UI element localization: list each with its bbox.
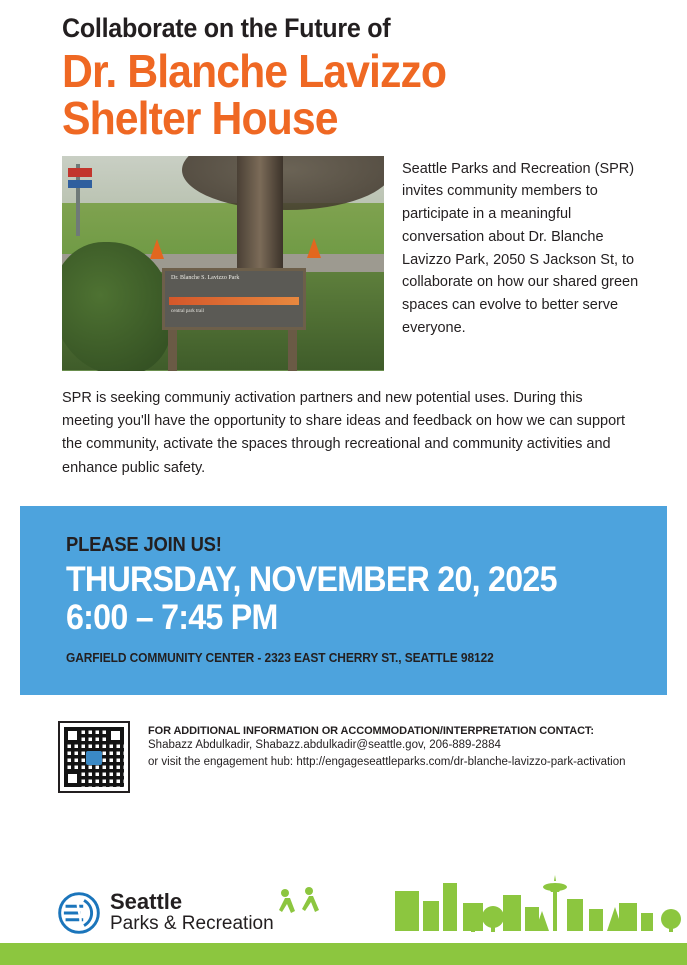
qr-code-eye-bottom-left xyxy=(64,770,81,787)
runner-figures xyxy=(279,887,319,913)
photo-traffic-cone-left xyxy=(150,239,164,259)
contact-title: FOR ADDITIONAL INFORMATION OR ACCOMMODATION/INTERPRETATION CONTACT: xyxy=(148,724,594,737)
event-time: 6:00 – 7:45 PM xyxy=(66,597,278,637)
headline-title-line2: Shelter House xyxy=(62,91,338,144)
contact-line-1: Shabazz Abdulkadir, Shabazz.abdulkadir@seattle.gov, 206-889-2884 xyxy=(148,738,501,751)
photo-park-sign-band xyxy=(169,297,299,305)
logo-text xyxy=(110,891,274,935)
event-date: THURSDAY, NOVEMBER 20, 2025 xyxy=(66,560,557,600)
join-us-label: PLEASE JOIN US! xyxy=(66,534,222,557)
logo-text-line2: Parks & Recreation xyxy=(110,913,274,935)
intro-paragraph: Seattle Parks and Recreation (SPR) invites community members to participate in a meaningful conversation about Dr. Blanche Lavizzo Park, 2050 S Jackson St, to collaborate on how our shared green spaces can evolve to better serve everyone. xyxy=(402,160,639,336)
qr-code-center-logo xyxy=(86,751,102,765)
photo-street-sign-red xyxy=(68,168,92,177)
intro-section xyxy=(0,142,687,371)
headline-subtitle: Collaborate on the Future of xyxy=(62,13,391,43)
seattle-parks-logo xyxy=(58,891,274,935)
footer-green-bar xyxy=(0,943,687,965)
headline-title xyxy=(62,44,586,144)
qr-code-pattern xyxy=(64,727,124,787)
photo-traffic-cone-right xyxy=(307,238,321,258)
skyline-illustration xyxy=(267,873,687,943)
contact-section xyxy=(0,695,687,793)
park-photo xyxy=(62,156,384,371)
qr-code[interactable] xyxy=(58,721,130,793)
flyer-footer xyxy=(0,865,687,965)
logo-text-line1: Seattle xyxy=(110,889,183,915)
contact-line-2[interactable]: or visit the engagement hub: http://engageseattleparks.com/dr-blanche-lavizzo-park-activation xyxy=(148,755,626,768)
seattle-logo-icon xyxy=(58,892,100,934)
headline-title-line1: Dr. Blanche Lavizzo xyxy=(62,44,447,97)
contact-text-block xyxy=(148,721,626,772)
photo-street-sign-blue xyxy=(68,180,92,188)
photo-park-sign xyxy=(162,268,306,330)
event-details-band xyxy=(20,506,667,694)
flyer-header xyxy=(0,0,687,142)
photo-park-sign-title: Dr. Blanche S. Lavizzo Park xyxy=(171,274,240,281)
photo-park-sign-subtitle: central park trail xyxy=(171,308,205,314)
event-location: GARFIELD COMMUNITY CENTER - 2323 EAST CHERRY ST., SEATTLE 98122 xyxy=(66,649,494,665)
body-paragraph: SPR is seeking communiy activation partners and new potential uses. During this meeting you'll have the opportunity to share ideas and feedback on how we can support the community, activate the spaces through recreational and community activities and enhance public safety. xyxy=(62,389,625,476)
